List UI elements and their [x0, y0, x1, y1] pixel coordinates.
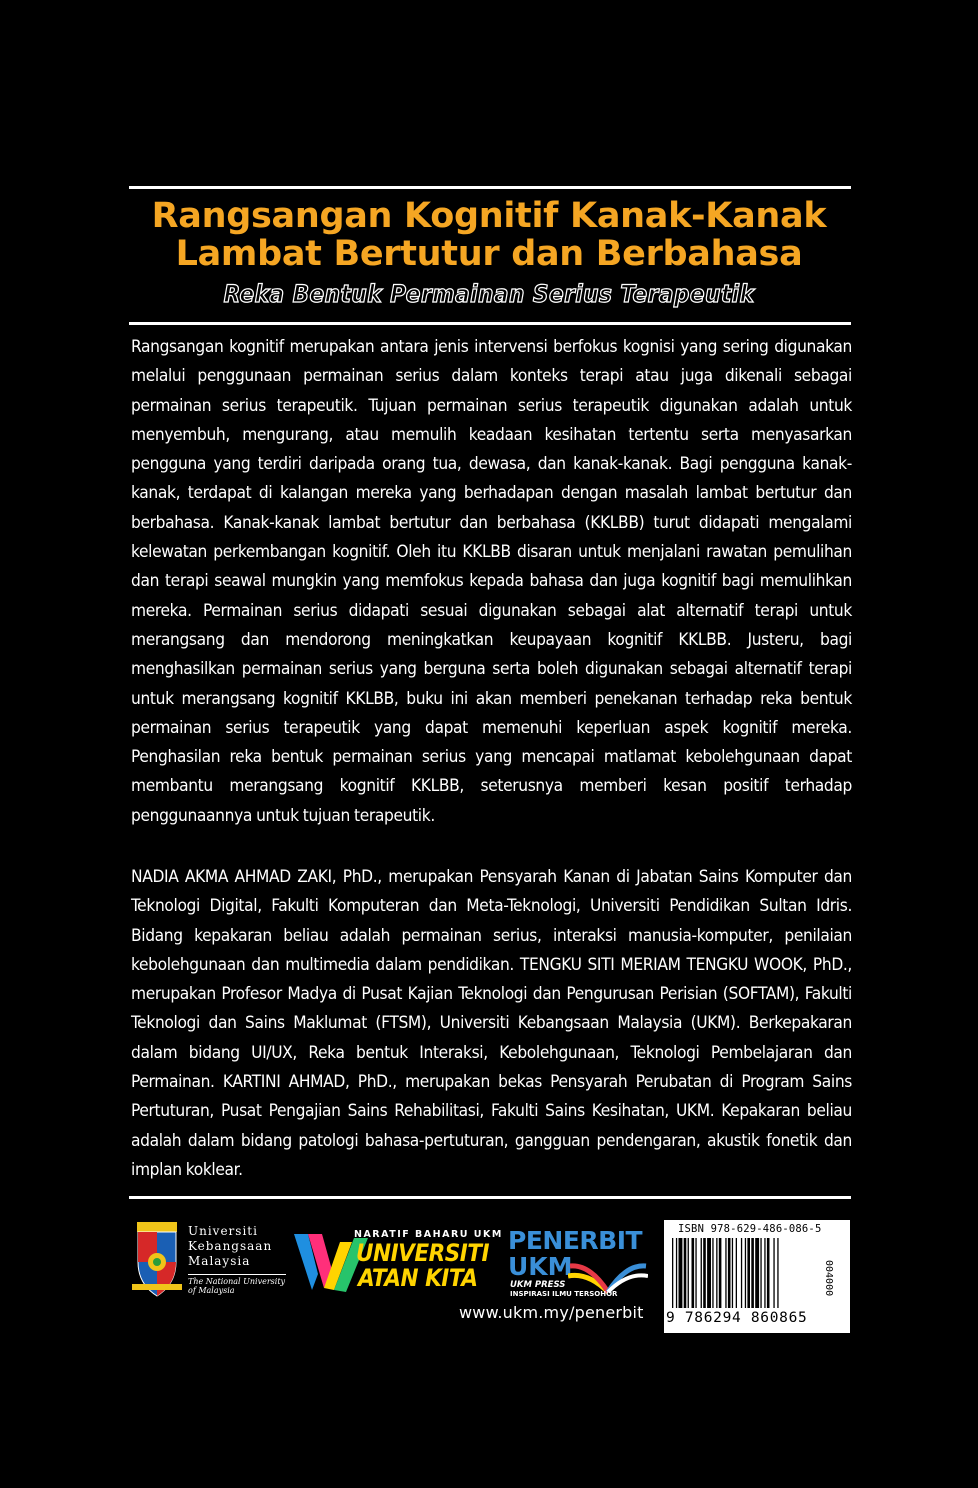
ukm-line-1: Universiti — [188, 1224, 258, 1238]
barcode-bar — [688, 1238, 689, 1308]
barcode-bar — [707, 1238, 711, 1308]
barcode-bar — [712, 1238, 713, 1308]
barcode-bar — [760, 1238, 761, 1308]
penerbit-ukm-wordmark: UKM — [508, 1252, 573, 1281]
authors-bio-paragraph: NADIA AKMA AHMAD ZAKI, PhD., merupakan Pensyarah Kanan di Jabatan Sains Komputer dan Teknologi Digital, Fakulti Komputeran dan Meta-Teknologi, Universiti Pendidikan Sultan Idris. Bidang kepakaran beliau adalah permainan serius, interaksi manusia-komputer, penilaian kebolehgunaan dan multimedia dalam pendidikan. TENGKU SITI MERIAM TENGKU WOOK, PhD., merupakan Profesor Madya di Pusat Kajian Teknologi dan Pengurusan Perisian (SOFTAM), Fakulti Teknologi dan Sains Maklumat (FTSM), Universiti Kebangsaan Malaysia (UKM). Berkepakaran dalam bidang UI/UX, Reka bentuk Interaksi, Kebolehgunaan, Teknologi Pembelajaran dan Permainan. KARTINI AHMAD, PhD., merupakan bekas Pensyarah Perubatan di Program Sains Pertuturan, Pusat Pengajian Sains Rehabilitasi, Fakulti Sains Kesihatan, UKM. Kepakaran beliau adalah dalam bidang patologi bahasa-pertuturan, gangguan pendengaran, akustik fonetik dan implan koklear. — [131, 867, 852, 1180]
penerbit-ukm-logo — [506, 1226, 656, 1298]
barcode-bar — [728, 1238, 731, 1308]
barcode-bar — [684, 1238, 687, 1308]
barcode-bar — [695, 1238, 696, 1308]
barcode-bar — [764, 1238, 765, 1308]
book-subtitle: Reka Bentuk Permainan Serius Terapeutik — [223, 280, 755, 308]
publisher-website[interactable]: www.ukm.my/penerbit — [459, 1303, 644, 1322]
isbn-barcode — [664, 1220, 850, 1333]
wk-tagline: NARATIF BAHARU UKM — [354, 1229, 503, 1240]
bottom-divider — [129, 1196, 851, 1199]
top-divider — [129, 186, 851, 189]
barcode-bar — [755, 1238, 759, 1308]
penerbit-wordmark: PENERBIT — [508, 1226, 643, 1255]
barcode-bar — [672, 1238, 673, 1308]
book-title-line-2: Lambat Bertutur dan Berbahasa — [175, 234, 803, 274]
synopsis-paragraph: Rangsangan kognitif merupakan antara jenis intervensi berfokus kognisi yang sering digunakan melalui penggunaan permainan serius dalam konteks terapi atau juga dikenali sebagai permainan serius terapeutik. Tujuan permainan serius terapeutik digunakan adalah untuk menyembuh, mengurang, atau memulih keadaan kesihatan tertentu serta menyasarkan pengguna yang terdiri daripada orang tua, dewasa, dan kanak-kanak. Bagi pengguna kanak-kanak, terdapat di kalangan mereka yang berhadapan dengan masalah lambat bertutur dan berbahasa. Kanak-kanak lambat bertutur dan berbahasa (KKLBB) turut didapati mengalami kelewatan perkembangan kognitif. Oleh itu KKLBB disaran untuk menjalani rawatan pemulihan dan terapi seawal mungkin yang memfokus kepada bahasa dan juga kognitif bagi memulihkan mereka. Permainan serius didapati sesuai digunakan sebagai alat alternatif terapi untuk merangsang dan mendorong meningkatkan keupayaan kognitif KKLBB. Justeru, bagi menghasilkan permainan serius yang berguna serta boleh digunakan sebagai alternatif terapi untuk merangsang kognitif KKLBB, buku ini akan memberi penekanan terhadap reka bentuk permainan serius terapeutik yang dapat memenuhi keperluan aspek kognitif mereka. Penghasilan reka bentuk permainan serius yang mencapai matlamat kebolehgunaan dapat membantu merangsang kognitif KKLBB, seterusnya memberi kesan positif terhadap penggunaannya untuk tujuan terapeutik. — [131, 337, 852, 826]
barcode-bar — [719, 1238, 722, 1308]
wk-universiti: UNIVERSITI — [356, 1239, 490, 1267]
open-book-icon — [568, 1254, 648, 1294]
barcode-bar — [741, 1238, 742, 1308]
penerbit-tagline: INSPIRASI ILMU TERSOHOR — [510, 1290, 618, 1298]
barcode-bar — [747, 1238, 750, 1308]
barcode-bar — [692, 1238, 695, 1308]
ukm-tagline — [188, 1274, 286, 1295]
barcode-bar — [777, 1238, 778, 1308]
barcode-number: 9 786294 860865 — [666, 1310, 808, 1326]
barcode-bar — [725, 1238, 726, 1308]
wk-watan-kita: ATAN KITA — [358, 1264, 478, 1292]
barcode-bar — [751, 1238, 754, 1308]
barcode-bar — [701, 1238, 702, 1308]
barcode-bars-icon — [670, 1238, 830, 1310]
ukm-line-3: Malaysia — [188, 1254, 251, 1268]
universiti-watan-kita-logo — [294, 1226, 503, 1296]
ukm-line-2: Kebangsaan — [188, 1239, 273, 1253]
isbn-label: ISBN 978-629-486-086-5 — [678, 1223, 822, 1235]
penerbit-press-label: UKM PRESS — [510, 1280, 566, 1290]
barcode-bar — [716, 1238, 717, 1308]
ukm-tagline-1: The National University — [188, 1277, 286, 1286]
barcode-bar — [676, 1238, 677, 1308]
barcode-bar — [773, 1238, 774, 1308]
title-divider — [129, 322, 851, 325]
barcode-bar — [767, 1238, 770, 1308]
barcode-side-code: 004000 — [823, 1260, 834, 1297]
ukm-tagline-2: of Malaysia — [188, 1286, 235, 1295]
ukm-logo — [132, 1222, 290, 1302]
ukm-wordmark — [188, 1224, 272, 1269]
barcode-bar — [703, 1238, 706, 1308]
barcode-bar — [745, 1238, 746, 1308]
barcode-bar — [736, 1238, 737, 1308]
book-title-line-1: Rangsangan Kognitif Kanak-Kanak — [151, 196, 827, 236]
barcode-bar — [679, 1238, 683, 1308]
barcode-bar — [732, 1238, 733, 1308]
ukm-crest-icon — [132, 1222, 182, 1298]
